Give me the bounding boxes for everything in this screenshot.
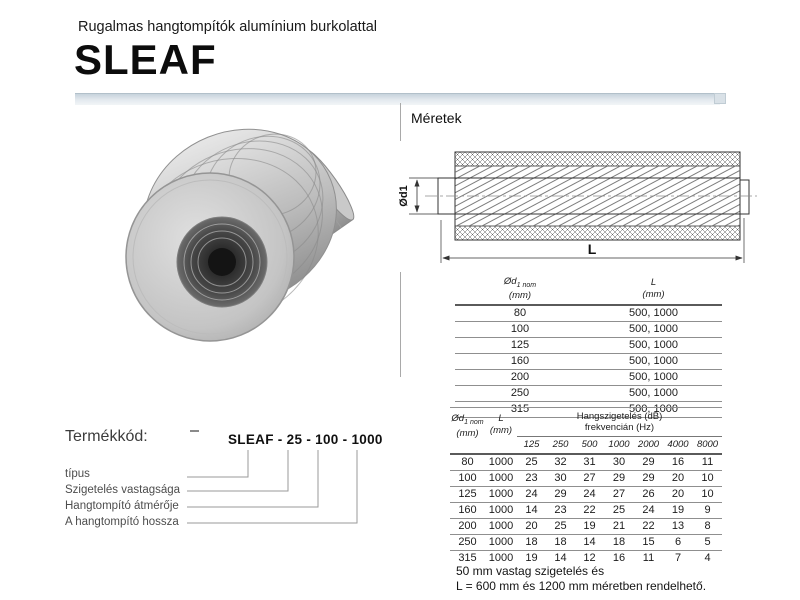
dimensions-heading: Méretek [411, 110, 462, 126]
table-cell: 125 [450, 486, 485, 502]
table-cell: 24 [517, 486, 546, 502]
legend-item-type: típus [65, 468, 90, 480]
table-cell: 1000 [485, 486, 517, 502]
table-cell: 1000 [485, 550, 517, 566]
table-cell: 100 [455, 321, 585, 337]
table-cell: 1000 [485, 502, 517, 518]
table-header-row [455, 276, 722, 305]
table-cell: 25 [546, 518, 575, 534]
table-cell: 5 [693, 534, 722, 550]
table-cell: 315 [455, 401, 585, 417]
table-cell: 7 [663, 550, 693, 566]
table-cell: 14 [517, 502, 546, 518]
dimension-drawing [395, 142, 760, 264]
table-cell: 29 [604, 470, 634, 486]
silencer-section [425, 152, 757, 240]
table-cell: 500, 1000 [585, 385, 722, 401]
table-cell: 27 [575, 470, 604, 486]
frequency-header-cell: 1000 [604, 436, 634, 454]
column-header-length: L (mm) [585, 276, 722, 305]
column-header-diameter: $Ød_{1 nom}$ (mm) [450, 408, 485, 454]
table-header-row [450, 408, 722, 437]
table-cell: 80 [450, 454, 485, 471]
table-cell: 19 [663, 502, 693, 518]
table-cell: 1000 [485, 534, 517, 550]
column-header-length: L (mm) [485, 408, 517, 454]
table-cell: 14 [546, 550, 575, 566]
table-cell: 13 [663, 518, 693, 534]
table-row [455, 369, 722, 385]
table-cell: 31 [575, 454, 604, 471]
table-cell: 24 [634, 502, 663, 518]
length-label: L [587, 241, 597, 257]
table-cell: 160 [450, 502, 485, 518]
frequency-header-cell: 125 [517, 436, 546, 454]
footnote-line-1: 50 mm vastag szigetelés és [456, 564, 605, 578]
table-cell: 1000 [485, 518, 517, 534]
table-cell: 200 [450, 518, 485, 534]
header-divider-bar [75, 93, 720, 105]
table-cell: 125 [455, 337, 585, 353]
table-row [450, 486, 722, 502]
table-cell: 6 [663, 534, 693, 550]
table-cell: 500, 1000 [585, 337, 722, 353]
legend-item-silencer-diameter: Hangtompító átmérője [65, 500, 179, 512]
table-cell: 250 [455, 385, 585, 401]
frequency-header-cell: 500 [575, 436, 604, 454]
table-cell: 9 [693, 502, 722, 518]
table-cell: 100 [450, 470, 485, 486]
table-cell: 18 [546, 534, 575, 550]
table-row [455, 353, 722, 369]
frequency-header-cell: 250 [546, 436, 575, 454]
table-cell: 29 [546, 486, 575, 502]
table-cell: 23 [546, 502, 575, 518]
table-row [450, 534, 722, 550]
page-title: SLEAF [74, 36, 217, 83]
table-cell: 22 [575, 502, 604, 518]
attenuation-table [450, 407, 722, 566]
table-cell: 20 [663, 470, 693, 486]
column-group-header-attenuation: Hangszigetelés (dB) frekvencián (Hz) [517, 408, 722, 437]
table-cell: 16 [663, 454, 693, 471]
table-cell: 29 [634, 454, 663, 471]
product-code-value: SLEAF - 25 - 100 - 1000 [228, 432, 383, 447]
table-cell: 500, 1000 [585, 305, 722, 322]
table-cell: 20 [517, 518, 546, 534]
inlet-opening [177, 217, 267, 307]
table-cell: 20 [663, 486, 693, 502]
legend-item-silencer-length: A hangtompító hossza [65, 516, 179, 528]
table-cell: 27 [604, 486, 634, 502]
table-row [455, 321, 722, 337]
table-cell: 14 [575, 534, 604, 550]
table-cell: 80 [455, 305, 585, 322]
product-photo-silencer [70, 112, 400, 397]
table-cell: 160 [455, 353, 585, 369]
table-cell: 24 [575, 486, 604, 502]
table-cell: 10 [693, 470, 722, 486]
product-code-label: Termékkód: [65, 428, 148, 445]
table-row [455, 305, 722, 322]
table-cell: 19 [575, 518, 604, 534]
table-cell: 19 [517, 550, 546, 566]
frequency-header-cell: 2000 [634, 436, 663, 454]
table-cell: 22 [634, 518, 663, 534]
table-cell: 8 [693, 518, 722, 534]
legend-item-insulation-thickness: Szigetelés vastagsága [65, 484, 181, 496]
section-divider-middle [400, 272, 401, 377]
frequency-header-cell: 4000 [663, 436, 693, 454]
table-cell: 30 [546, 470, 575, 486]
table-cell: 315 [450, 550, 485, 566]
table-cell: 11 [634, 550, 663, 566]
frequency-header-cell: 8000 [693, 436, 722, 454]
footnote-line-2: L = 600 mm és 1200 mm méretben rendelhető. [456, 578, 707, 593]
dimensions-table [455, 276, 722, 418]
table-cell: 26 [634, 486, 663, 502]
table-row [450, 502, 722, 518]
table-cell: 30 [604, 454, 634, 471]
footnote [456, 564, 706, 593]
table-cell: 1000 [485, 454, 517, 471]
table-row [455, 385, 722, 401]
column-header-diameter: $Ød_{1 nom}$ (mm) [455, 276, 585, 305]
table-cell: 18 [604, 534, 634, 550]
page-subtitle: Rugalmas hangtompítók alumínium burkolattal [78, 19, 378, 35]
table-cell: 500, 1000 [585, 321, 722, 337]
table-cell: 12 [575, 550, 604, 566]
table-cell: 32 [546, 454, 575, 471]
diameter-label: Ød1 [398, 185, 410, 207]
table-cell: 11 [693, 454, 722, 471]
table-cell: 10 [693, 486, 722, 502]
table-cell: 1000 [485, 470, 517, 486]
header-divider-bar-endcap [714, 93, 726, 104]
table-row [450, 518, 722, 534]
section-divider-top [400, 103, 401, 141]
table-cell: 23 [517, 470, 546, 486]
table-row [450, 470, 722, 486]
table-cell: 15 [634, 534, 663, 550]
table-cell: 500, 1000 [585, 401, 722, 417]
table-row [450, 454, 722, 471]
table-cell: 500, 1000 [585, 369, 722, 385]
table-cell: 250 [450, 534, 485, 550]
table-cell: 500, 1000 [585, 353, 722, 369]
table-cell: 16 [604, 550, 634, 566]
tick-mark [190, 430, 199, 432]
table-cell: 21 [604, 518, 634, 534]
table-row [455, 337, 722, 353]
table-cell: 200 [455, 369, 585, 385]
table-cell: 25 [604, 502, 634, 518]
table-cell: 18 [517, 534, 546, 550]
table-cell: 29 [634, 470, 663, 486]
table-cell: 25 [517, 454, 546, 471]
table-cell: 4 [693, 550, 722, 566]
